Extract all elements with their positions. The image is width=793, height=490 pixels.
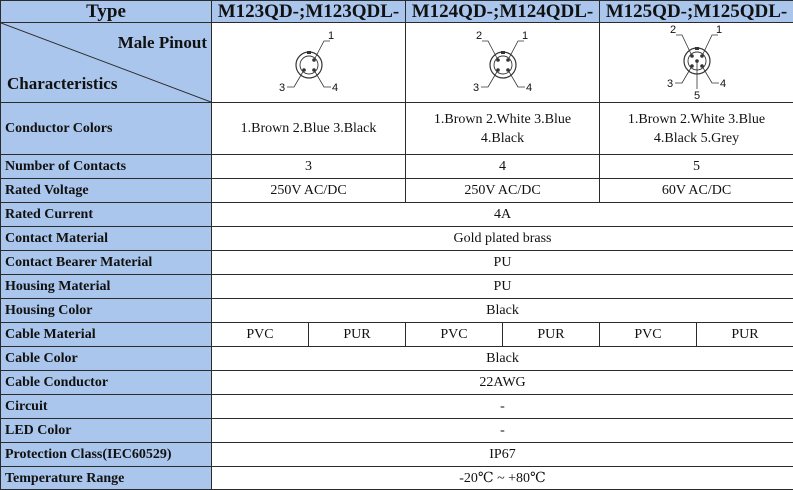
conductor-colors-m123: [212, 103, 406, 155]
pinout-4pin-diagram: [468, 27, 538, 99]
type-m124: M124QD-;M124QDL-: [406, 1, 600, 23]
value-cell: 4A: [212, 203, 793, 227]
row-label: Temperature Range: [1, 467, 212, 490]
conductor-colors-m124: [406, 103, 600, 155]
pin-label-1: 1: [521, 29, 528, 42]
pinout-row: [1, 23, 793, 103]
value-cell: Black: [212, 347, 793, 371]
row-label: Housing Material: [1, 275, 212, 299]
type-m123: M123QD-;M123QDL-: [212, 1, 406, 23]
value-cell: Gold plated brass: [212, 227, 793, 251]
row-label: Cable Material: [1, 323, 212, 347]
contact-material-row: [1, 227, 793, 251]
pin-label-3: 3: [278, 81, 285, 94]
cable-color-row: [1, 347, 793, 371]
value-cell: 22AWG: [212, 371, 793, 395]
value-cell: IP67: [212, 443, 793, 467]
pin-label-2: 2: [669, 24, 676, 36]
row-label: LED Color: [1, 419, 212, 443]
male-pinout-label: Male Pinout: [117, 33, 207, 52]
cable-conductor-row: [1, 371, 793, 395]
value-cell: PU: [212, 251, 793, 275]
value-cell: PVC: [406, 323, 503, 347]
value-cell: 5: [600, 155, 793, 179]
value-cell: PVC: [212, 323, 309, 347]
pinout-5pin-cell: [600, 23, 793, 103]
conductor-colors-line2: 4.Black 5.Grey: [653, 130, 740, 146]
value-cell: 250V AC/DC: [406, 179, 600, 203]
row-label: Contact Material: [1, 227, 212, 251]
value-cell: -20℃ ~ +80℃: [212, 467, 793, 490]
row-label: Protection Class(IEC60529): [1, 443, 212, 467]
pin-label-5: 5: [693, 89, 700, 101]
row-label: Circuit: [1, 395, 212, 419]
row-label: Rated Current: [1, 203, 212, 227]
pin-label-4: 4: [331, 81, 338, 94]
led-color-row: [1, 419, 793, 443]
rated-voltage-row: [1, 179, 793, 203]
row-label: Contact Bearer Material: [1, 251, 212, 275]
pin-label-2: 2: [475, 29, 482, 42]
number-of-contacts-row: [1, 155, 793, 179]
value-cell: 3: [212, 155, 406, 179]
pinout-4pin-cell: [406, 23, 600, 103]
row-label: Number of Contacts: [1, 155, 212, 179]
pin-label-1: 1: [327, 29, 334, 42]
row-label: Housing Color: [1, 299, 212, 323]
pin-label-3: 3: [472, 81, 479, 94]
value-cell: PUR: [697, 323, 793, 347]
type-m125: M125QD-;M125QDL-: [600, 1, 793, 23]
pinout-5pin-diagram: [662, 25, 732, 101]
conductor-colors-m125: [600, 103, 793, 155]
type-header: Type: [1, 1, 212, 23]
conductor-colors-line1: 1.Brown 2.White 3.Blue: [627, 111, 766, 127]
cable-material-row: [1, 323, 793, 347]
value-cell: 250V AC/DC: [212, 179, 406, 203]
protection-class-row: [1, 443, 793, 467]
pin-label-4: 4: [719, 77, 726, 90]
value-cell: PVC: [600, 323, 697, 347]
pinout-3pin-cell: [212, 23, 406, 103]
value-cell: 60V AC/DC: [600, 179, 793, 203]
contact-bearer-material-row: [1, 251, 793, 275]
type-row: [1, 1, 793, 23]
value-cell: Black: [212, 299, 793, 323]
value-cell: 4: [406, 155, 600, 179]
circuit-row: [1, 395, 793, 419]
value-cell: PU: [212, 275, 793, 299]
value-cell: -: [212, 419, 793, 443]
conductor-colors-row: [1, 103, 793, 155]
characteristics-label: Characteristics: [7, 74, 118, 93]
value-cell: -: [212, 395, 793, 419]
row-label: Conductor Colors: [1, 103, 212, 155]
conductor-colors-line1: 1.Brown 2.Blue 3.Black: [240, 121, 377, 136]
housing-material-row: [1, 275, 793, 299]
pin-label-4: 4: [525, 81, 532, 94]
row-label: Cable Color: [1, 347, 212, 371]
pin-label-1: 1: [715, 24, 722, 36]
value-cell: PUR: [309, 323, 406, 347]
temperature-range-row: [1, 467, 793, 490]
pinout-3pin-diagram: [274, 27, 344, 99]
pinout-characteristics-header: [1, 23, 212, 103]
row-label: Rated Voltage: [1, 179, 212, 203]
row-label: Cable Conductor: [1, 371, 212, 395]
rated-current-row: [1, 203, 793, 227]
pin-label-3: 3: [666, 77, 673, 90]
conductor-colors-line1: 1.Brown 2.White 3.Blue: [433, 111, 572, 127]
housing-color-row: [1, 299, 793, 323]
conductor-colors-line2: 4.Black: [480, 130, 525, 146]
value-cell: PUR: [503, 323, 600, 347]
